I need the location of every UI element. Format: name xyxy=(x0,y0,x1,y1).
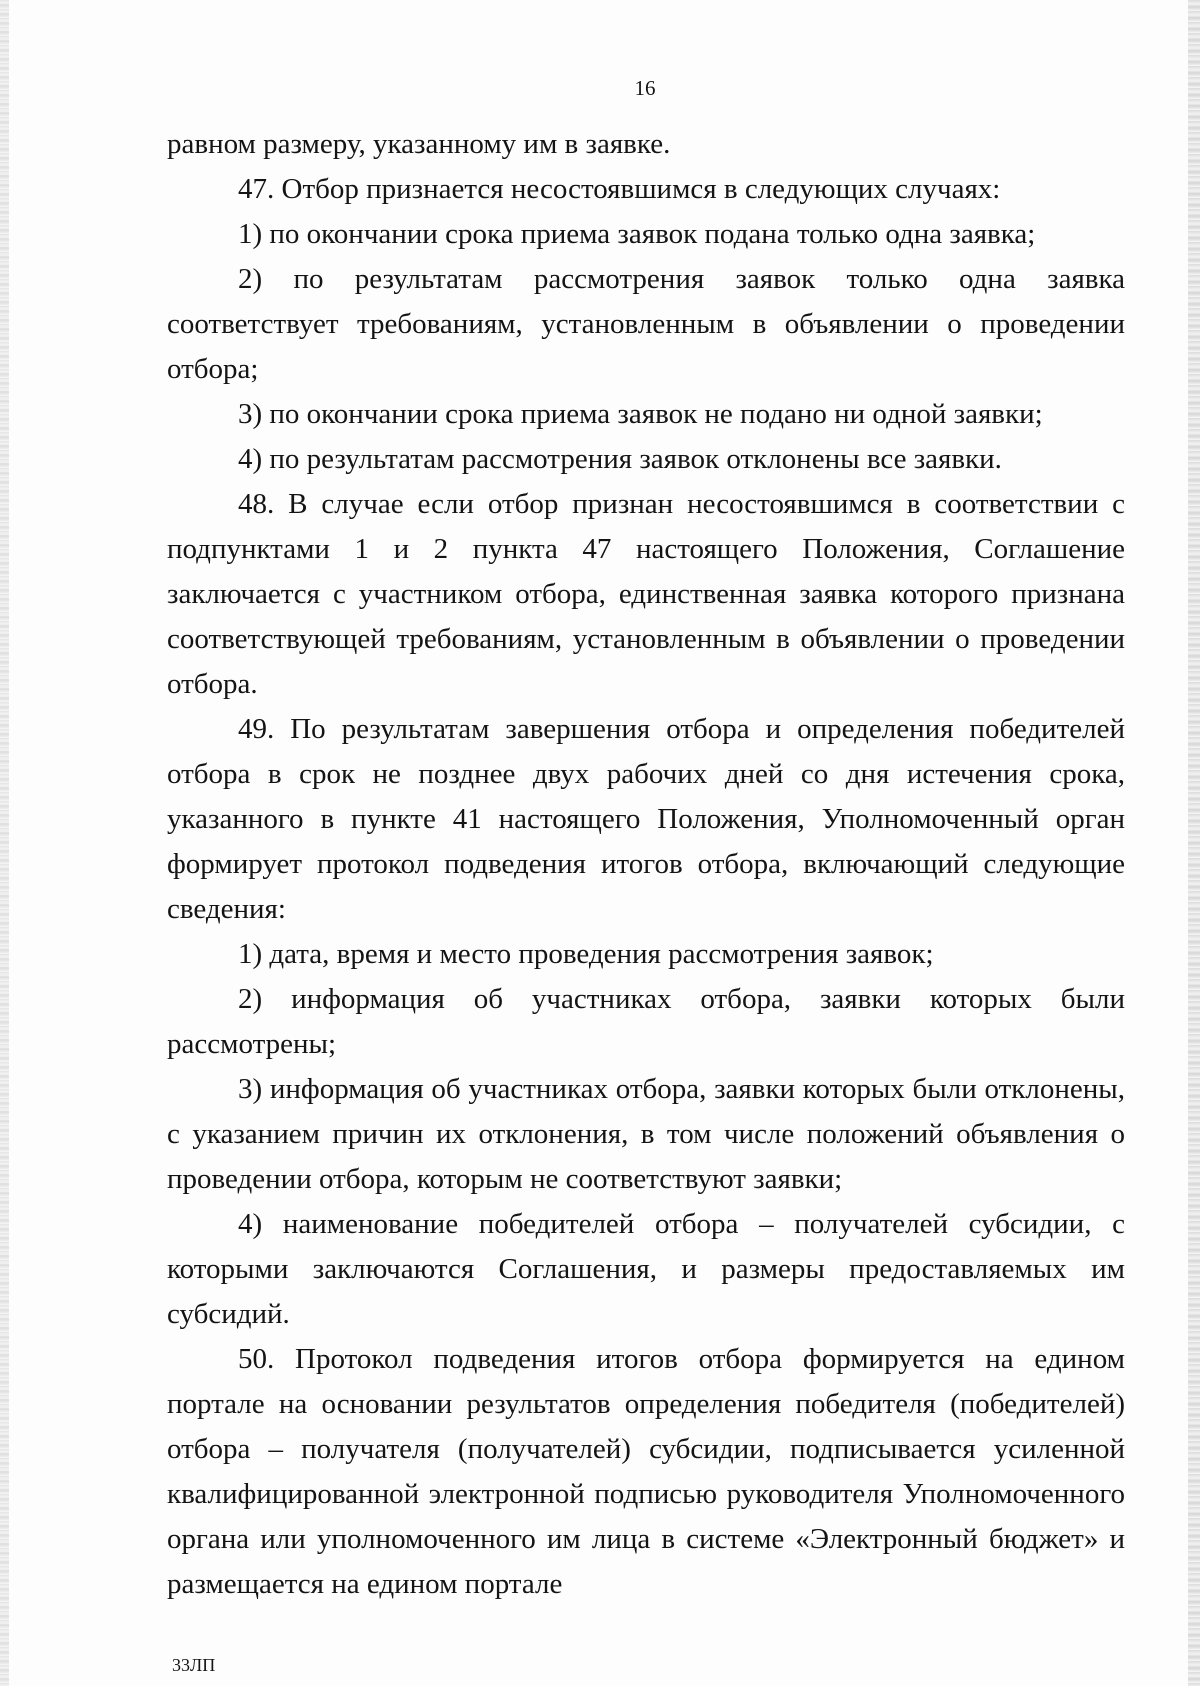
paragraph-49-item-1: 1) дата, время и место проведения рассмотрения заявок; xyxy=(238,938,934,970)
scan-edge-right xyxy=(1188,0,1200,1686)
paragraph-50: 50. Протокол подведения итогов отбора формируется на едином портале на основании результатов определения победителя (победителей) отбора – получателя (получателей) субсидии, подписывается усиленной квалифицированной электронной подписью руководителя Уполномоченного органа или уполномоченного им лица в системе «Электронный бюджет» и размещается на едином портале xyxy=(167,1343,1125,1600)
paragraph-49-item-3: 3) информация об участниках отбора, заявки которых были отклонены, с указанием причин их отклонения, в том числе положений объявления о проведении отбора, которым не соответствуют заявки; xyxy=(167,1073,1125,1195)
paragraph-48: 48. В случае если отбор признан несостоявшимся в соответствии с подпунктами 1 и 2 пункта 47 настоящего Положения, Соглашение заключается с участником отбора, единственная заявка которого признана соответствующей требованиям, установленным в объявлении о проведении отбора. xyxy=(167,488,1125,700)
paragraph-47: 47. Отбор признается несостоявшимся в следующих случаях: xyxy=(238,173,1001,205)
paragraph-continuation: равном размеру, указанному им в заявке. xyxy=(167,128,671,160)
paragraph-49-item-4: 4) наименование победителей отбора – получателей субсидии, с которыми заключаются Соглашения, и размеры предоставляемых им субсидий. xyxy=(167,1208,1125,1330)
footer-code: 33ЛП xyxy=(172,1655,216,1675)
paragraph-49-item-2: 2) информация об участниках отбора, заявки которых были рассмотрены; xyxy=(167,983,1125,1060)
page-number: 16 xyxy=(634,76,656,100)
paragraph-47-item-3: 3) по окончании срока приема заявок не подано ни одной заявки; xyxy=(238,398,1043,430)
scan-edge-left xyxy=(0,0,9,1686)
document-body xyxy=(167,122,1125,1607)
paragraph-47-item-2: 2) по результатам рассмотрения заявок только одна заявка соответствует требованиям, установленным в объявлении о проведении отбора; xyxy=(167,263,1125,385)
paragraph-47-item-1: 1) по окончании срока приема заявок подана только одна заявка; xyxy=(238,218,1036,250)
paragraph-47-item-4: 4) по результатам рассмотрения заявок отклонены все заявки. xyxy=(238,443,1002,475)
paragraph-49: 49. По результатам завершения отбора и определения победителей отбора в срок не позднее двух рабочих дней со дня истечения срока, указанного в пункте 41 настоящего Положения, Уполномоченный орган формирует протокол подведения итогов отбора, включающий следующие сведения: xyxy=(167,713,1125,925)
